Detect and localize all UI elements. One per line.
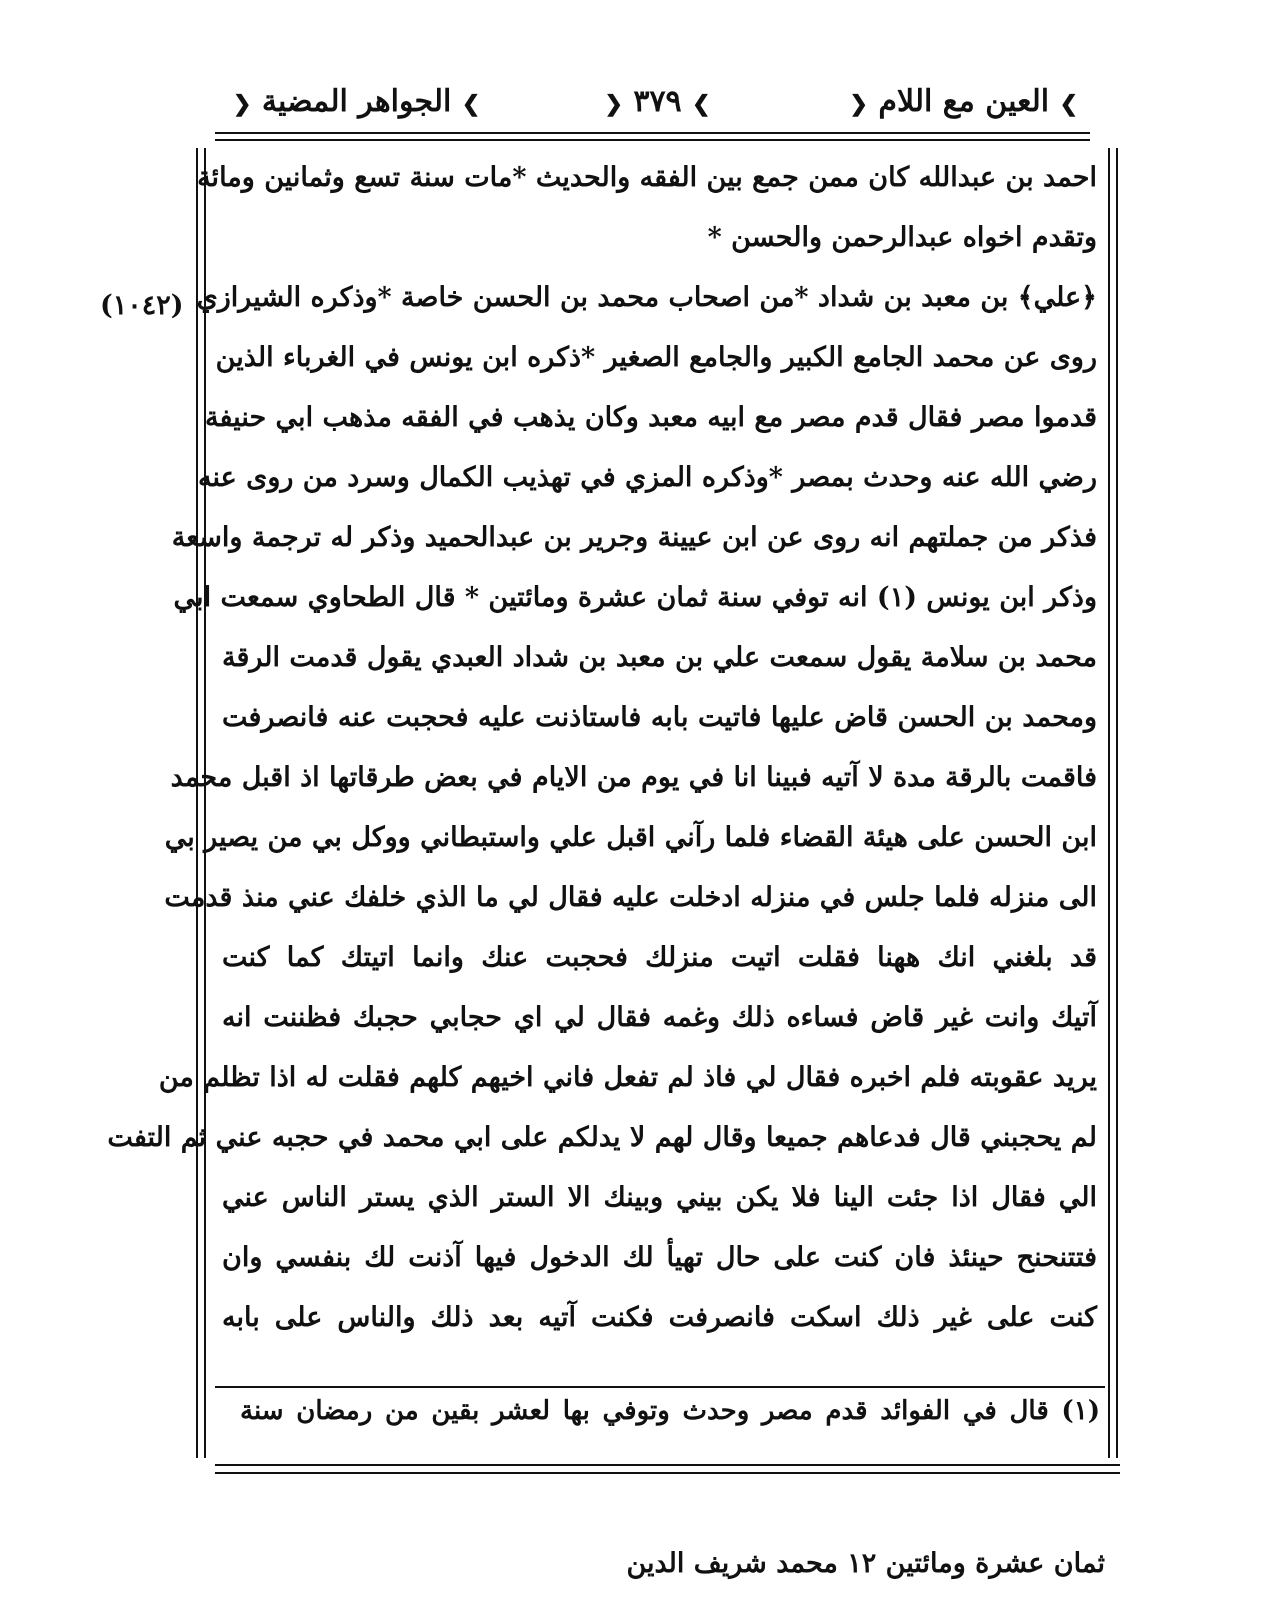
ornament-bracket-icon: ❯ (1059, 91, 1078, 117)
text-line: الي فقال اذا جئت الينا فلا يكن بيني وبينك الا الستر الذي يستر الناس عني (222, 1182, 1097, 1213)
text-line: ﴿علي﴾ بن معبد بن شداد *من اصحاب محمد بن الحسن خاصة *وذكره الشيرازي (196, 282, 1097, 313)
bottom-rule (215, 1472, 1120, 1474)
text-line: وذكر ابن يونس (١) انه توفي سنة ثمان عشرة ومائتين * قال الطحاوي سمعت ابي (173, 582, 1097, 613)
text-line: فاقمت بالرقة مدة لا آتيه فبينا انا في يوم من الايام في بعض طرقاتها اذ اقبل محمد (170, 762, 1097, 793)
section-title-text: العين مع اللام (878, 84, 1050, 119)
text-line: ابن الحسن على هيئة القضاء فلما رآني اقبل علي واستبطاني ووكل بي من يصير بي (164, 822, 1097, 853)
ornament-bracket-icon: ❮ (233, 91, 252, 117)
ornament-bracket-icon: ❯ (692, 91, 711, 117)
footnote-continuation: ثمان عشرة ومائتين ١٢ محمد شريف الدين (626, 1548, 1105, 1579)
ornament-bracket-icon: ❮ (604, 91, 623, 117)
text-line: الى منزله فلما جلس في منزله ادخلت عليه فقال لي ما الذي خلفك عني منذ قدمت (164, 882, 1097, 913)
bottom-rule (215, 1464, 1120, 1466)
frame-border-right (1108, 148, 1118, 1458)
running-header (225, 84, 1090, 130)
ornament-bracket-icon: ❮ (849, 91, 868, 117)
entry-number: (١٠٤٢) (100, 290, 184, 321)
text-line: يريد عقوبته فلم اخبره فقال لي فاذ لم تفعل فاني اخيهم كلهم فقلت له اذا تظلم من (158, 1062, 1097, 1093)
text-line: رضي الله عنه وحدث بمصر *وذكره المزي في تهذيب الكمال وسرد من روى عنه (198, 462, 1097, 493)
text-line: قدموا مصر فقال قدم مصر مع ابيه معبد وكان يذهب في الفقه مذهب ابي حنيفة (205, 402, 1097, 433)
footnote: (١) قال في الفوائد قدم مصر وحدث وتوفي بها لعشر بقين من رمضان سنة (240, 1396, 1100, 1426)
text-line: ومحمد بن الحسن قاض عليها فاتيت بابه فاستاذنت عليه فحجبت عنه فانصرفت (222, 702, 1097, 733)
text-line: احمد بن عبدالله كان ممن جمع بين الفقه والحديث *مات سنة تسع وثمانين ومائة (197, 162, 1097, 193)
ornament-bracket-icon: ❯ (461, 91, 481, 117)
text-line: روى عن محمد الجامع الكبير والجامع الصغير *ذكره ابن يونس في الغرباء الذين (215, 342, 1097, 373)
book-title-text: الجواهر المضية (261, 84, 452, 119)
text-line: لم يحجبني قال فدعاهم جميعا وقال لهم لا يدلكم على ابي محمد في حجبه عني ثم التفت (107, 1122, 1097, 1153)
page-number-text: ٣٧٩ (633, 84, 682, 119)
text-line: فذكر من جملتهم انه روى عن ابن عيينة وجرير بن عبدالحميد وذكر له ترجمة واسعة (171, 522, 1097, 553)
header-rule (215, 139, 1090, 141)
text-line: وتقدم اخواه عبدالرحمن والحسن * (707, 222, 1097, 253)
text-line: قد بلغني انك ههنا فقلت اتيت منزلك فحجبت عنك وانما اتيتك كما كنت (222, 942, 1097, 973)
footnote-rule (215, 1386, 1105, 1388)
text-line: آتيك وانت غير قاض فساءه ذلك وغمه فقال لي اي حجابي حجبك فظننت انه (222, 1002, 1097, 1033)
section-title (850, 84, 1079, 119)
text-line: محمد بن سلامة يقول سمعت علي بن معبد بن شداد العبدي يقول قدمت الرقة (222, 642, 1097, 673)
text-line: فتتنحنح حينئذ فان كنت على حال تهيأ لك الدخول فيها آذنت لك بنفسي وان (222, 1242, 1097, 1273)
page-number (595, 84, 720, 119)
header-rule (215, 132, 1090, 134)
book-title (233, 84, 480, 119)
text-line: كنت على غير ذلك اسكت فانصرفت فكنت آتيه بعد ذلك والناس على بابه (222, 1302, 1097, 1333)
